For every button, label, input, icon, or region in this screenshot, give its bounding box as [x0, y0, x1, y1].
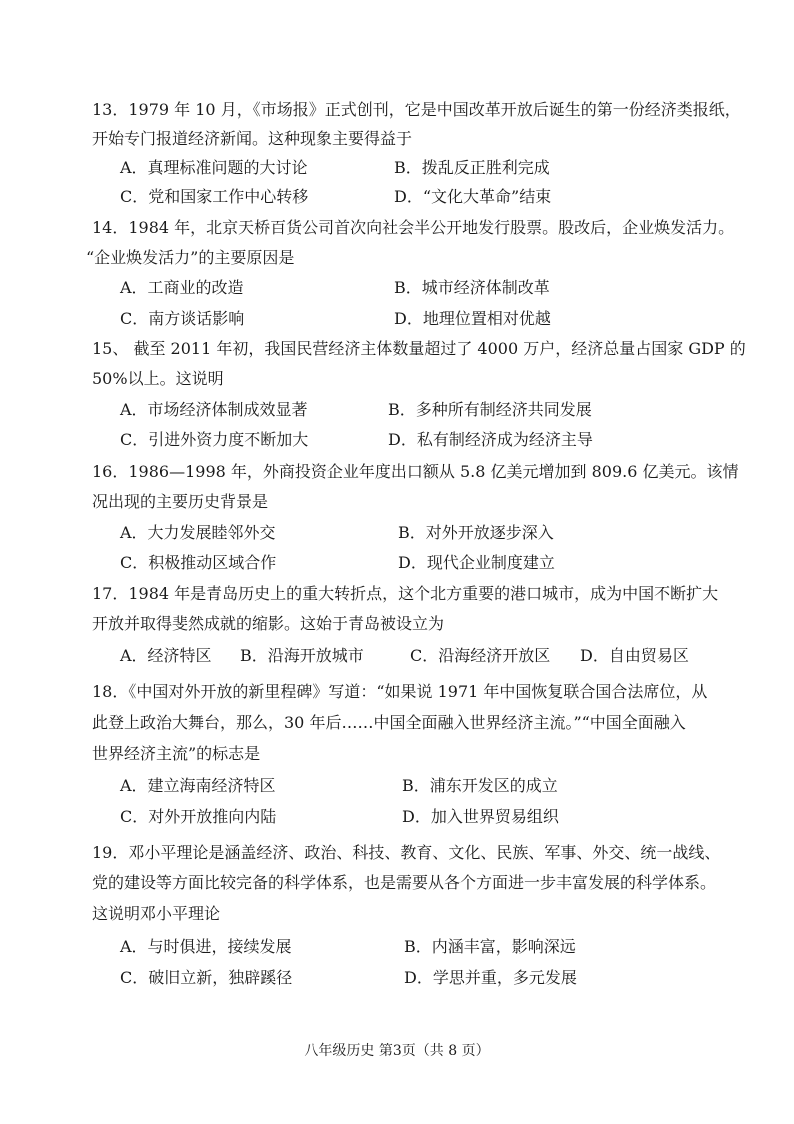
q16-option-c: C．积极推动区域合作: [120, 553, 277, 572]
q17-option-c: C．沿海经济开放区: [410, 646, 551, 665]
q16-stem-line-1: 16．1986—1998 年，外商投资企业年度出口额从 5.8 亿美元增加到 809.6 亿美元。该情: [92, 462, 739, 481]
q15-option-a: A．市场经济体制成效显著: [120, 400, 308, 419]
q19-option-b: B．内涵丰富，影响深远: [404, 937, 576, 956]
q17-option-a: A．经济特区: [120, 646, 212, 665]
q18-option-b: B．浦东开发区的成立: [402, 776, 558, 795]
q14-option-a: A．工商业的改造: [120, 278, 244, 297]
q18-option-c: C．对外开放推向内陆: [120, 807, 277, 826]
q15-option-b: B．多种所有制经济共同发展: [388, 400, 592, 419]
q13-option-c: C．党和国家工作中心转移: [120, 187, 309, 206]
q13-stem-line-1: 13．1979 年 10 月，《市场报》正式创刊，它是中国改革开放后诞生的第一份经济类报纸，: [92, 100, 741, 119]
q17-option-b: B．沿海开放城市: [240, 646, 364, 665]
q14-option-d: D．地理位置相对优越: [394, 309, 551, 328]
q15-option-d: D．私有制经济成为经济主导: [388, 430, 593, 449]
q17-option-d: D．自由贸易区: [580, 646, 689, 665]
q16-option-d: D．现代企业制度建立: [398, 553, 555, 572]
q15-stem-line-2: 50%以上。这说明: [92, 369, 224, 388]
q19-option-a: A．与时俱进，接续发展: [120, 937, 292, 956]
q13-stem-line-2: 开始专门报道经济新闻。这种现象主要得益于: [92, 129, 413, 148]
q19-option-d: D．学思并重，多元发展: [404, 968, 577, 987]
q14-option-b: B．城市经济体制改革: [394, 278, 550, 297]
q19-stem-line-2: 党的建设等方面比较完备的科学体系，也是需要从各个方面进一步丰富发展的科学体系。: [92, 873, 717, 892]
q16-stem-line-2: 况出现的主要历史背景是: [92, 492, 269, 511]
q14-stem-line-1: 14．1984 年，北京天桥百货公司首次向社会半公开地发行股票。股改后，企业焕发活力。: [92, 218, 735, 237]
q17-stem-line-1: 17．1984 年是青岛历史上的重大转折点，这个北方重要的港口城市，成为中国不断扩大: [92, 584, 719, 603]
q18-stem-line-1: 18．《中国对外开放的新里程碑》写道：“如果说 1971 年中国恢复联合国合法席位，从: [92, 682, 708, 701]
q17-stem-line-2: 开放并取得斐然成就的缩影。这始于青岛被设立为: [92, 614, 445, 633]
q18-option-a: A．建立海南经济特区: [120, 776, 276, 795]
q18-stem-line-2: 此登上政治大舞台，那么，30 年后……中国全面融入世界经济主流。”“中国全面融入: [92, 713, 686, 732]
q19-stem-line-1: 19．邓小平理论是涵盖经济、政治、科技、教育、文化、民族、军事、外交、统一战线、: [92, 843, 721, 862]
q13-option-b: B．拨乱反正胜利完成: [394, 158, 550, 177]
q16-option-b: B．对外开放逐步深入: [398, 523, 554, 542]
q18-stem-line-3: 世界经济主流”的标志是: [92, 744, 261, 763]
q16-option-a: A．大力发展睦邻外交: [120, 523, 276, 542]
q19-option-c: C．破旧立新，独辟蹊径: [120, 968, 293, 987]
q14-stem-line-2: “企业焕发活力”的主要原因是: [86, 248, 295, 267]
q13-option-a: A．真理标准问题的大讨论: [120, 158, 308, 177]
page-footer: 八年级历史 第3页（共 8 页）: [304, 1043, 490, 1059]
q15-option-c: C．引进外资力度不断加大: [120, 430, 309, 449]
q14-option-c: C．南方谈话影响: [120, 309, 245, 328]
q13-option-d: D．“文化大革命”结束: [394, 187, 552, 206]
q18-option-d: D．加入世界贸易组织: [402, 807, 559, 826]
q15-stem-line-1: 15、 截至 2011 年初，我国民营经济主体数量超过了 4000 万户，经济总量占国家 GDP 的: [92, 339, 746, 358]
q19-stem-line-3: 这说明邓小平理论: [92, 904, 221, 923]
